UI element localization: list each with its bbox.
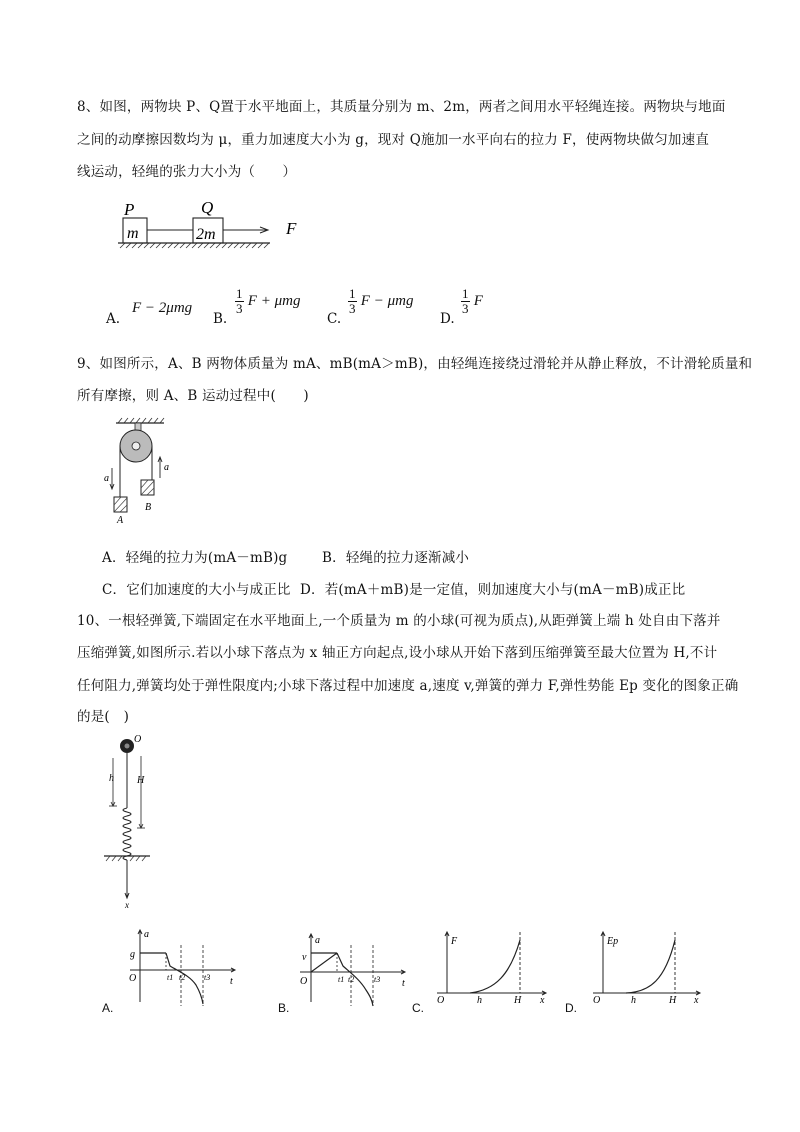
q8-option-c xyxy=(348,287,413,316)
q10-graph-c-O: O xyxy=(437,995,445,1006)
q10-spring-label-x: x xyxy=(125,900,129,910)
q10-graph-b-t: t xyxy=(402,978,405,989)
q10-graph-b-v: v xyxy=(302,952,307,963)
q10-graph-a-O: O xyxy=(129,973,137,984)
q8-option-c-rest: F − μmg xyxy=(360,293,414,309)
q10-graph-b-t3: t3 xyxy=(374,975,381,984)
q8-option-b xyxy=(235,287,300,316)
q10-graph-b-t2: t2 xyxy=(348,975,355,984)
q10-graph-d-O: O xyxy=(593,995,601,1006)
q10-graph-b-ylabel: a xyxy=(315,935,320,946)
q10-graph-d-H: H xyxy=(669,995,677,1006)
q10-spring-label-H: H xyxy=(137,775,145,786)
q9-label-a-left: a xyxy=(104,473,109,484)
q10-graph-c-letter: C. xyxy=(412,1001,424,1015)
q10-spring-label-h: h xyxy=(109,773,114,784)
q10-graph-c-h: h xyxy=(477,995,482,1006)
q8-option-b-num: 1 xyxy=(236,286,243,301)
q8-text-line1: 8、如图，两物块 P、Q置于水平地面上，其质量分别为 m、2m，两者之间用水平轻绳连接。两物块与地面 xyxy=(77,99,726,115)
q8-label-Q: Q xyxy=(201,198,214,217)
q9-label-a-right: a xyxy=(164,462,169,473)
q10-graph-d-h: h xyxy=(631,995,636,1006)
q10-spring-label-O: O xyxy=(134,734,142,745)
q10-graph-c-H: H xyxy=(514,995,522,1006)
q8-option-a-letter: A. xyxy=(106,311,121,327)
q9-text-line2: 所有摩擦，则 A、B 运动过程中( ) xyxy=(77,388,309,404)
q10-text-line4: 的是( ) xyxy=(77,709,130,725)
q8-option-d-rest: F xyxy=(473,293,483,309)
q10-graph-b-letter: B. xyxy=(278,1001,290,1015)
q10-graph-c-ylabel: F xyxy=(451,936,458,947)
q10-graph-d-letter: D. xyxy=(565,1001,577,1015)
q8-option-c-letter: C. xyxy=(327,311,342,327)
q8-text-line3: 线运动，轻绳的张力大小为（ ） xyxy=(77,164,297,180)
q10-text-line3: 任何阻力,弹簧均处于弹性限度内;小球下落过程中加速度 a,速度 v,弹簧的弹力 F,弹性势能 Ep 变化的图象正确 xyxy=(77,678,739,694)
q9-label-A: A xyxy=(117,515,124,526)
q9-option-b: B．轻绳的拉力逐渐减小 xyxy=(322,550,470,566)
q8-option-d-letter: D. xyxy=(440,311,455,327)
q9-option-d: D．若(mA＋mB)是一定值，则加速度大小与(mA－mB)成正比 xyxy=(300,582,686,598)
q10-graph-a-g: g xyxy=(130,949,135,960)
q8-option-b-rest: F + μmg xyxy=(247,293,301,309)
q9-option-a: A．轻绳的拉力为(mA－mB)g xyxy=(102,550,288,566)
q10-graph-a-t: t xyxy=(230,976,233,987)
q8-option-b-letter: B. xyxy=(213,311,228,327)
q8-option-b-den: 3 xyxy=(236,301,243,316)
q10-text-line1: 10、一根轻弹簧,下端固定在水平地面上,一个质量为 m 的小球(可视为质点),从距弹簧上端 h 处自由下落并 xyxy=(77,613,721,629)
q9-text-line1: 9、如图所示，A、B 两物体质量为 mA、mB(mA＞mB)，由轻绳连接绕过滑轮并从静止释放，不计滑轮质量和 xyxy=(77,356,753,372)
q10-graph-a-letter: A. xyxy=(102,1001,114,1015)
q8-option-d-num: 1 xyxy=(462,286,469,301)
q8-label-P: P xyxy=(124,200,135,219)
q10-text-line2: 压缩弹簧,如图所示.若以小球下落点为 x 轴正方向起点,设小球从开始下落到压缩弹簧至最大位置为 H,不计 xyxy=(77,645,718,661)
q10-graph-a-t2: t2 xyxy=(179,973,186,982)
q10-graph-b-t1: t1 xyxy=(338,975,345,984)
q8-option-d-den: 3 xyxy=(462,301,469,316)
q10-graph-d-x: x xyxy=(694,995,699,1006)
q8-label-m: m xyxy=(127,225,139,242)
q8-option-c-num: 1 xyxy=(349,286,356,301)
q8-label-F: F xyxy=(286,219,297,238)
q10-graph-d-ylabel: Ep xyxy=(607,936,619,947)
q9-label-B: B xyxy=(145,502,152,513)
q10-graph-b-O: O xyxy=(300,976,308,987)
q9-option-c: C．它们加速度的大小与成正比 xyxy=(102,582,291,598)
q8-label-2m: 2m xyxy=(196,226,216,243)
q8-option-a-expr: F − 2μmg xyxy=(132,300,193,316)
q10-graph-a-t1: t1 xyxy=(167,973,174,982)
q8-text-line2: 之间的动摩擦因数均为 μ，重力加速度大小为 g，现对 Q施加一水平向右的拉力 F，使两物块做匀加速直 xyxy=(77,132,710,148)
q10-graph-a-t3: t3 xyxy=(204,973,211,982)
q10-graph-a-ylabel: a xyxy=(144,929,149,940)
q8-option-d xyxy=(461,287,483,316)
q8-option-c-den: 3 xyxy=(349,301,356,316)
q10-graph-c-x: x xyxy=(540,995,545,1006)
